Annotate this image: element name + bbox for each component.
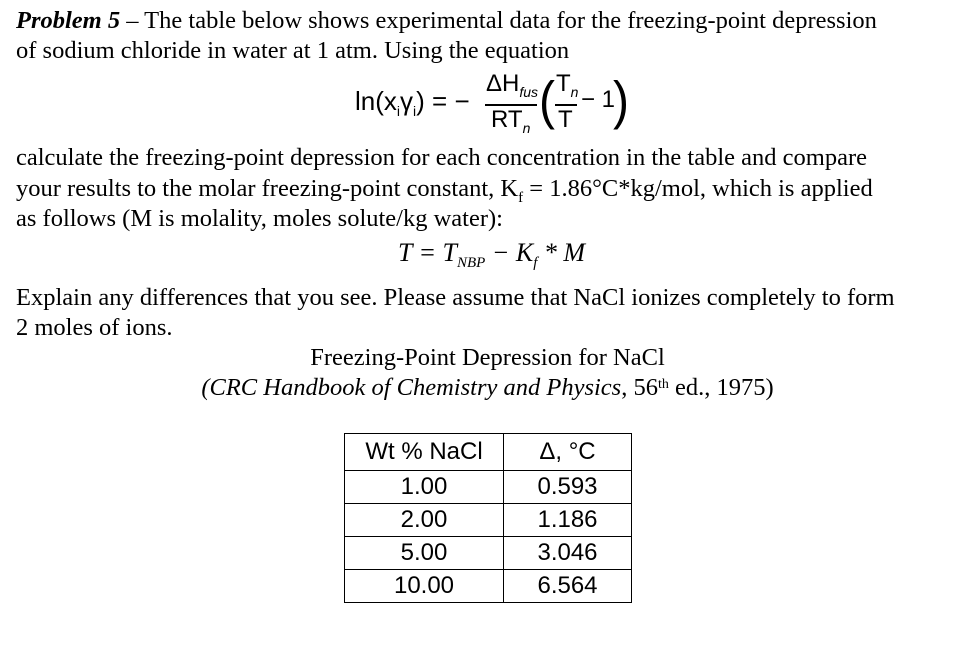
problem-line-5: as follows (M is molality, moles solute/kg water): (16, 205, 503, 232)
problem-line-3: calculate the freezing-point depression for each concentration in the table and compare (16, 144, 867, 171)
eq1-right-paren: ) (613, 72, 629, 131)
problem-line-1 (16, 6, 877, 36)
table-caption-title: Freezing-Point Depression for NaCl (310, 344, 665, 371)
eq1-minus-one: − 1 (581, 86, 616, 113)
eq1-numerator: $\Delta H_{fus}$ (486, 70, 539, 100)
problem-line-4: your results to the molar freezing-point constant, $K_f = 1.86^\circ C*kg/mol$, which is applied (16, 175, 873, 206)
cell-delta: 1.186 (504, 504, 632, 537)
equation-activity (355, 70, 635, 142)
problem-line-2: of sodium chloride in water at 1 atm. Using the equation (16, 37, 570, 64)
eq1-denominator: $RT_n$ (491, 106, 531, 136)
cell-delta: 6.564 (504, 570, 632, 603)
cell-delta: 0.593 (504, 471, 632, 504)
problem-line-7: 2 moles of ions. (16, 314, 173, 341)
eq1-left-paren: ( (539, 72, 555, 131)
problem-text-1: – The table below shows experimental data for the freezing-point depression (120, 7, 877, 34)
problem-title: Problem 5 (16, 7, 121, 34)
table-row (345, 471, 632, 504)
table-row (345, 504, 632, 537)
table-header-row (345, 434, 632, 471)
equation-freezing-point: $T = T_{NBP} - K_f * M$ (398, 238, 586, 272)
eq1-lhs: $\ln(x_i\gamma_i)$ = − (355, 86, 470, 120)
header-wt-percent: Wt % NaCl (345, 434, 504, 471)
cell-wt: 10.00 (345, 570, 504, 603)
table-caption-source: (CRC Handbook of Chemistry and Physics, 56th ed., 1975) (201, 374, 774, 401)
cell-delta: 3.046 (504, 537, 632, 570)
eq1-inner-numerator: $T_n$ (556, 70, 579, 100)
cell-wt: 1.00 (345, 471, 504, 504)
eq1-inner-denominator: T (558, 106, 573, 133)
freezing-point-table (344, 433, 632, 603)
problem-line-6: Explain any differences that you see. Please assume that NaCl ionizes completely to form (16, 284, 895, 311)
cell-wt: 5.00 (345, 537, 504, 570)
cell-wt: 2.00 (345, 504, 504, 537)
table-row (345, 537, 632, 570)
header-delta: Δ, °C (504, 434, 632, 471)
table-row (345, 570, 632, 603)
